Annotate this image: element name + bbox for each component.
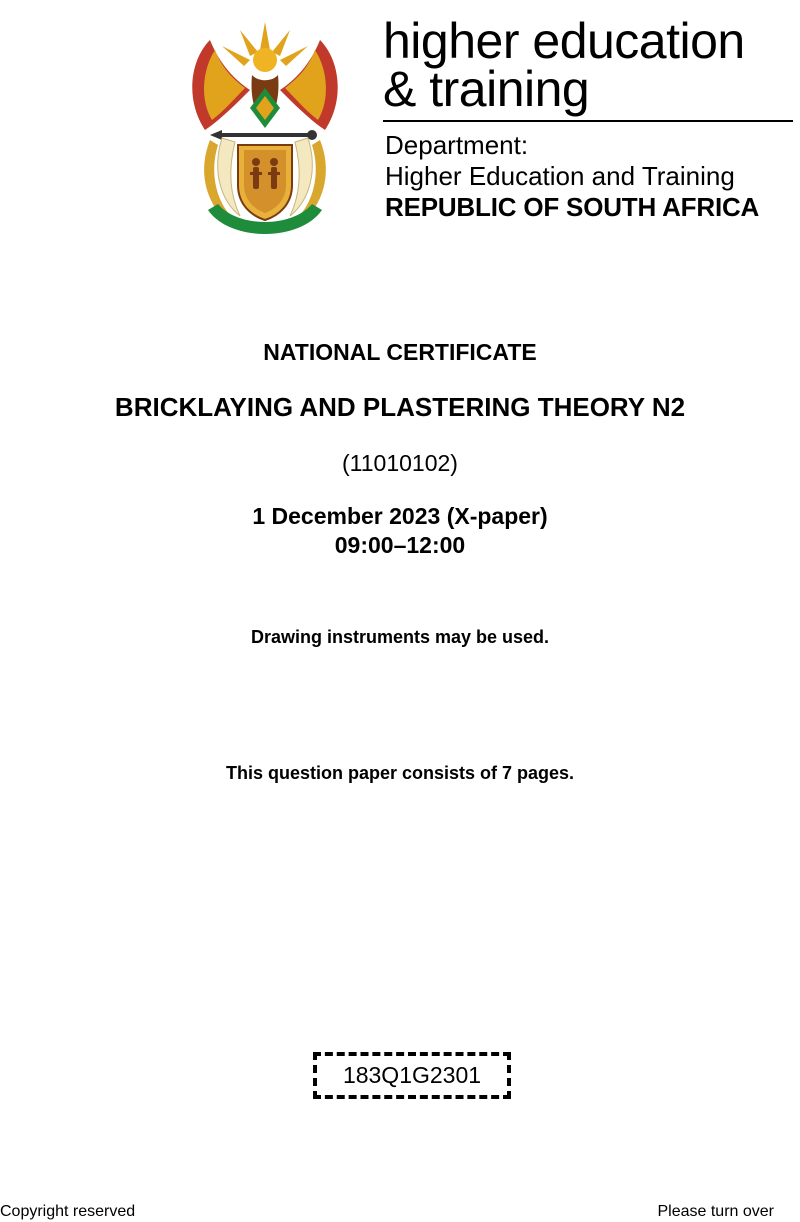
footer-turn-over: Please turn over — [657, 1203, 774, 1220]
subject-title: BRICKLAYING AND PLASTERING THEORY N2 — [114, 392, 686, 422]
exam-date: 1 December 2023 (X-paper) — [252, 503, 548, 529]
subject-code: (11010102) — [342, 450, 458, 476]
certificate-type: NATIONAL CERTIFICATE — [263, 339, 537, 365]
page-count-note: This question paper consists of 7 pages. — [225, 763, 575, 783]
coat-of-arms-logo — [180, 20, 350, 245]
department-country: REPUBLIC OF SOUTH AFRICA — [385, 192, 760, 222]
paper-code: 183Q1G2301 — [342, 1062, 482, 1088]
footer-copyright: Copyright reserved — [0, 1203, 136, 1220]
department-name: Higher Education and Training — [385, 161, 735, 191]
brand-title-line-1: higher education — [383, 13, 745, 69]
department-label: Department: — [385, 130, 529, 160]
instruction-text: Drawing instruments may be used. — [250, 627, 550, 647]
brand-title-line-2: & training — [383, 61, 590, 117]
header-divider — [383, 120, 793, 122]
paper-code-box — [313, 1052, 511, 1099]
exam-time: 09:00–12:00 — [334, 532, 466, 558]
